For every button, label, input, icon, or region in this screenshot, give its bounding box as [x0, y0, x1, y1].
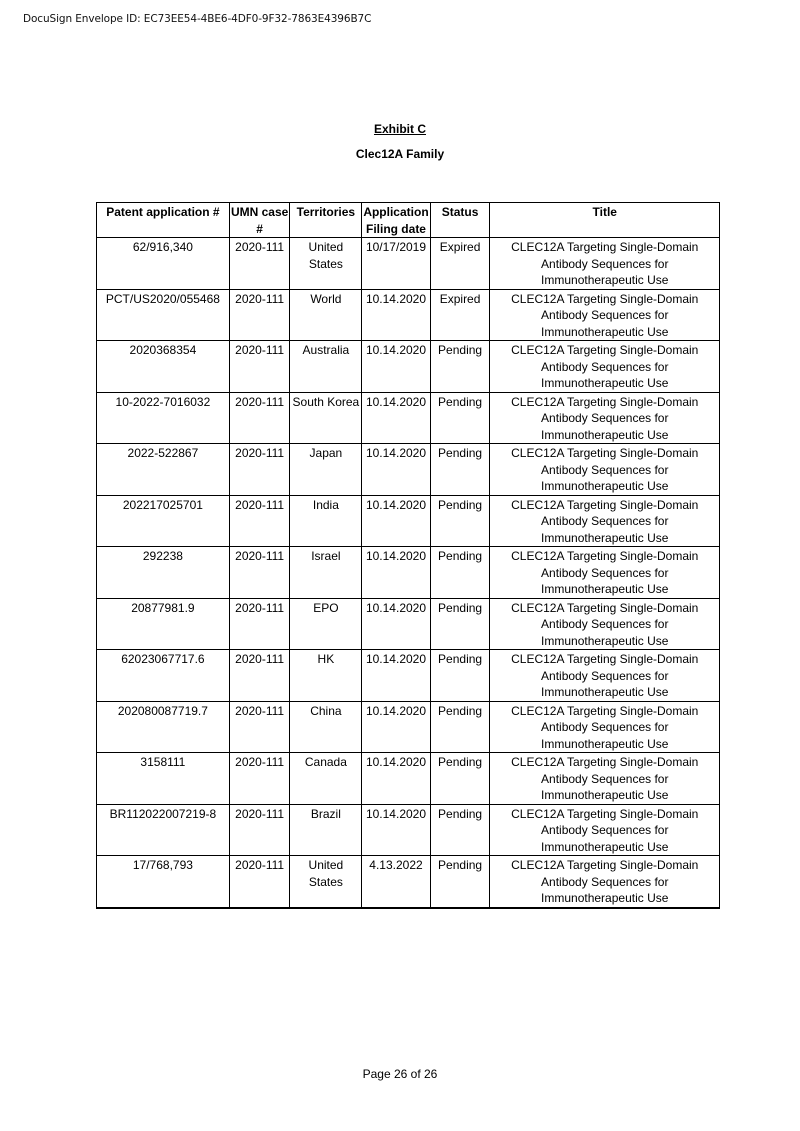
cell-territory: United States [290, 856, 362, 908]
exhibit-title: Exhibit C [373, 122, 426, 136]
docusign-envelope-id: DocuSign Envelope ID: EC73EE54-4BE6-4DF0-9F32-7863E4396B7C [23, 13, 372, 25]
cell-filing-date: 10.14.2020 [362, 701, 430, 753]
cell-territory: Australia [290, 341, 362, 393]
page-number: Page 26 of 26 [362, 1067, 438, 1081]
cell-umn-case: 2020-111 [229, 598, 290, 650]
cell-title: CLEC12A Targeting Single-Domain Antibody Sequences for Immunotherapeutic Use [490, 547, 720, 599]
cell-territory: HK [290, 650, 362, 702]
table-row [97, 238, 720, 290]
cell-title: CLEC12A Targeting Single-Domain Antibody Sequences for Immunotherapeutic Use [490, 392, 720, 444]
cell-status: Pending [430, 804, 490, 856]
cell-title: CLEC12A Targeting Single-Domain Antibody Sequences for Immunotherapeutic Use [490, 598, 720, 650]
cell-filing-date: 10.14.2020 [362, 547, 430, 599]
cell-filing-date: 10.14.2020 [362, 753, 430, 805]
cell-title: CLEC12A Targeting Single-Domain Antibody Sequences for Immunotherapeutic Use [490, 701, 720, 753]
cell-patent-application: 20877981.9 [97, 598, 230, 650]
cell-filing-date: 10.14.2020 [362, 341, 430, 393]
cell-territory: Canada [290, 753, 362, 805]
table-row [97, 856, 720, 908]
cell-territory: EPO [290, 598, 362, 650]
cell-umn-case: 2020-111 [229, 495, 290, 547]
table-row [97, 598, 720, 650]
cell-title: CLEC12A Targeting Single-Domain Antibody Sequences for Immunotherapeutic Use [490, 289, 720, 341]
header-patent-application: Patent application # [97, 203, 230, 238]
cell-territory: China [290, 701, 362, 753]
cell-territory: South Korea [290, 392, 362, 444]
table-row [97, 753, 720, 805]
cell-status: Pending [430, 856, 490, 908]
cell-title: CLEC12A Targeting Single-Domain Antibody Sequences for Immunotherapeutic Use [490, 753, 720, 805]
cell-patent-application: 17/768,793 [97, 856, 230, 908]
table-row [97, 495, 720, 547]
cell-territory: Israel [290, 547, 362, 599]
table-row [97, 650, 720, 702]
cell-filing-date: 10/17/2019 [362, 238, 430, 290]
table-row [97, 804, 720, 856]
cell-umn-case: 2020-111 [229, 701, 290, 753]
cell-status: Pending [430, 495, 490, 547]
table-row [97, 547, 720, 599]
header-status: Status [430, 203, 490, 238]
table-row [97, 444, 720, 496]
cell-status: Pending [430, 341, 490, 393]
cell-title: CLEC12A Targeting Single-Domain Antibody Sequences for Immunotherapeutic Use [490, 856, 720, 908]
cell-umn-case: 2020-111 [229, 392, 290, 444]
cell-filing-date: 10.14.2020 [362, 392, 430, 444]
cell-status: Pending [430, 753, 490, 805]
cell-patent-application: 2022-522867 [97, 444, 230, 496]
cell-patent-application: 202217025701 [97, 495, 230, 547]
cell-umn-case: 2020-111 [229, 238, 290, 290]
cell-patent-application: 292238 [97, 547, 230, 599]
header-umn-case: UMN case # [229, 203, 290, 238]
cell-territory: United States [290, 238, 362, 290]
cell-status: Pending [430, 598, 490, 650]
cell-title: CLEC12A Targeting Single-Domain Antibody Sequences for Immunotherapeutic Use [490, 804, 720, 856]
header-filing-date: Application Filing date [362, 203, 430, 238]
cell-filing-date: 10.14.2020 [362, 650, 430, 702]
cell-umn-case: 2020-111 [229, 753, 290, 805]
cell-status: Pending [430, 650, 490, 702]
cell-patent-application: 202080087719.7 [97, 701, 230, 753]
table-header-row [97, 203, 720, 238]
cell-territory: India [290, 495, 362, 547]
cell-status: Pending [430, 444, 490, 496]
cell-filing-date: 4.13.2022 [362, 856, 430, 908]
cell-patent-application: PCT/US2020/055468 [97, 289, 230, 341]
cell-status: Expired [430, 289, 490, 341]
cell-title: CLEC12A Targeting Single-Domain Antibody Sequences for Immunotherapeutic Use [490, 341, 720, 393]
cell-patent-application: 10-2022-7016032 [97, 392, 230, 444]
table-row [97, 392, 720, 444]
cell-umn-case: 2020-111 [229, 856, 290, 908]
cell-patent-application: 2020368354 [97, 341, 230, 393]
cell-filing-date: 10.14.2020 [362, 444, 430, 496]
cell-status: Expired [430, 238, 490, 290]
cell-title: CLEC12A Targeting Single-Domain Antibody Sequences for Immunotherapeutic Use [490, 650, 720, 702]
table-row [97, 341, 720, 393]
cell-filing-date: 10.14.2020 [362, 495, 430, 547]
header-title: Title [490, 203, 720, 238]
cell-umn-case: 2020-111 [229, 804, 290, 856]
cell-title: CLEC12A Targeting Single-Domain Antibody Sequences for Immunotherapeutic Use [490, 495, 720, 547]
cell-status: Pending [430, 701, 490, 753]
cell-umn-case: 2020-111 [229, 341, 290, 393]
cell-patent-application: 3158111 [97, 753, 230, 805]
cell-umn-case: 2020-111 [229, 289, 290, 341]
patent-table [96, 202, 720, 909]
cell-patent-application: 62023067717.6 [97, 650, 230, 702]
table-row [97, 701, 720, 753]
cell-territory: World [290, 289, 362, 341]
cell-status: Pending [430, 392, 490, 444]
cell-umn-case: 2020-111 [229, 444, 290, 496]
cell-title: CLEC12A Targeting Single-Domain Antibody Sequences for Immunotherapeutic Use [490, 238, 720, 290]
header-territories: Territories [290, 203, 362, 238]
cell-filing-date: 10.14.2020 [362, 804, 430, 856]
cell-territory: Brazil [290, 804, 362, 856]
cell-title: CLEC12A Targeting Single-Domain Antibody Sequences for Immunotherapeutic Use [490, 444, 720, 496]
table-body [97, 238, 720, 908]
cell-filing-date: 10.14.2020 [362, 289, 430, 341]
cell-patent-application: 62/916,340 [97, 238, 230, 290]
cell-umn-case: 2020-111 [229, 650, 290, 702]
cell-umn-case: 2020-111 [229, 547, 290, 599]
table-row [97, 289, 720, 341]
cell-territory: Japan [290, 444, 362, 496]
cell-patent-application: BR112022007219-8 [97, 804, 230, 856]
cell-filing-date: 10.14.2020 [362, 598, 430, 650]
family-title: Clec12A Family [355, 147, 445, 161]
cell-status: Pending [430, 547, 490, 599]
